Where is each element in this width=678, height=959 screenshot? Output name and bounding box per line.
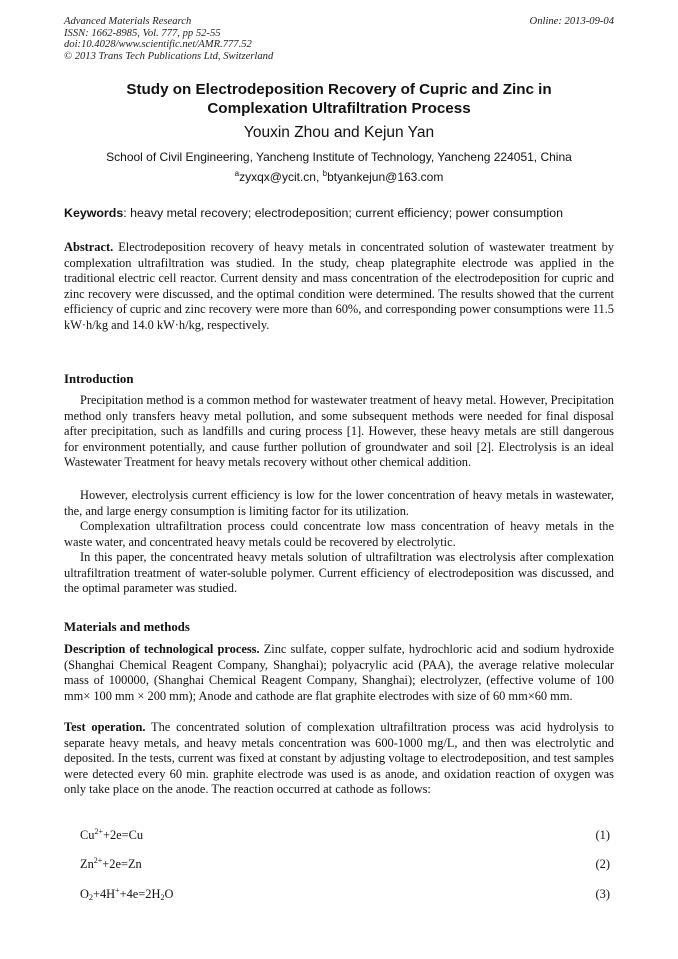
issn-line: ISSN: 1662-8985, Vol. 777, pp 52-55: [64, 27, 221, 39]
doi-line: doi:10.4028/www.scientific.net/AMR.777.52: [64, 39, 252, 51]
intro-paragraph-2: However, electrolysis current efficiency is low for the lower concentration of heavy metals in wastewater, the, and large energy consumption is limiting factor for its utilization.: [64, 488, 614, 518]
eq3-part: +4H: [92, 887, 116, 901]
online-date: Online: 2013-09-04: [529, 16, 614, 27]
eq1-part: Cu: [80, 828, 95, 842]
description-text: Zinc sulfate, copper sulfate, hydrochloric acid and sodium hydroxide (Shanghai Chemical Reagent Company, Shanghai); polyacrylic acid (PAA), the average relative molecular mass of 100000, (Shanghai Chemical Reagent Company, Shanghai); electrolyzer, (effective volume of 100 mm× 100 mm × 200 mm); Anode and cathode are flat graphite electrodes with size of 60 mm×60 mm.: [64, 642, 614, 703]
email-b: btyankejun@163.com: [327, 170, 444, 184]
keywords: [64, 206, 614, 220]
abstract-text: Electrodeposition recovery of heavy metals in concentrated solution of wastewater treatment by complexation ultrafiltration was studied. In the study, cheap plategraphite electrode was applied in the traditional electric cell reactor. Current density and mass concentration of the electrodeposition for cupric and zinc recovery were discussed, and the optimal condition were determined. The results showed that the current efficiency of cupric and zinc recovery were more than 60%, and corresponding power consumptions were 11.5 kW·h/kg and 14.0 kW·h/kg, respectively.: [64, 240, 614, 332]
intro-paragraph-1: Precipitation method is a common method for wastewater treatment of heavy metal. However, Precipitation method only transfers heavy metal pollution, and some subsequent methods were needed for final disposal after precipitation, such as landfills and curing process [1]. However, these heavy metals are still dangerous for environment potentially, and cause further pollution of groundwater and soil [2]. Electrolysis is an ideal Wastewater Treatment for heavy metals recovery without other chemical addition.: [64, 393, 614, 470]
description-label: Description of technological process.: [64, 642, 260, 656]
abstract: [64, 240, 614, 334]
email-mark-a: a: [234, 169, 240, 178]
eq3-part: O: [164, 887, 174, 901]
authors: Youxin Zhou and Kejun Yan: [243, 124, 435, 141]
eq2-sup: 2+: [93, 856, 103, 865]
title-line-2: Complexation Ultrafiltration Process: [207, 99, 471, 117]
eq3-part: +4e=2H: [119, 887, 161, 901]
keywords-label: Keywords: [64, 206, 124, 220]
eq2-part: Zn: [80, 857, 94, 871]
title-line-1: Study on Electrodeposition Recovery of Cupric and Zinc in: [126, 81, 552, 98]
equation-1-number: (1): [595, 828, 610, 842]
abstract-label: Abstract.: [64, 240, 114, 254]
methods-heading: Materials and methods: [64, 620, 190, 634]
email-mark-b: b: [322, 169, 328, 178]
eq1-sup: 2+: [94, 827, 103, 836]
methods-description: [64, 642, 614, 704]
eq2-part: +2e=Zn: [102, 857, 142, 871]
email-a: zyxqx@ycit.cn,: [239, 170, 323, 184]
equation-2-number: (2): [595, 857, 610, 871]
journal-name: Advanced Materials Research: [64, 16, 192, 27]
copyright-line: © 2013 Trans Tech Publications Ltd, Switzerland: [64, 50, 274, 62]
equation-2: [80, 857, 142, 872]
equation-3: [80, 887, 173, 902]
intro-paragraph-4: In this paper, the concentrated heavy metals solution of ultrafiltration was electrolysis after complexation ultrafiltration treatment of water-soluble polymer. Current efficiency of electrodeposition was discussed, and the optimal parameter was studied.: [64, 550, 614, 596]
test-operation: [64, 720, 614, 798]
eq3-sup: +: [115, 886, 120, 895]
affiliation: School of Civil Engineering, Yancheng Institute of Technology, Yancheng 224051, China: [106, 150, 572, 164]
equation-1: [80, 828, 143, 843]
eq3-part: O: [80, 887, 89, 901]
eq3-sub: 2: [88, 893, 93, 902]
running-header: [64, 16, 273, 62]
eq3-sub: 2: [160, 893, 165, 902]
eq1-part: +2e=Cu: [102, 828, 144, 842]
test-operation-label: Test operation.: [64, 720, 146, 734]
author-emails: [64, 170, 614, 184]
intro-paragraph-3: Complexation ultrafiltration process could concentrate low mass concentration of heavy metals in the waste water, and concentrated heavy metals could be recovered by electrolytic.: [64, 519, 614, 549]
paper-title: [64, 81, 614, 118]
keywords-text: : heavy metal recovery; electrodeposition; current efficiency; power consumption: [123, 206, 564, 220]
equation-3-number: (3): [595, 887, 610, 901]
introduction-heading: Introduction: [64, 372, 134, 386]
test-operation-text: The concentrated solution of complexation ultrafiltration process was acid hydrolysis to separate heavy metals, and heavy metals concentration was 600-1000 mg/L, and then was electrolytic and deposited. In the tests, current was fixed at constant by adjusting voltage to electrodeposition, and test samples were detected every 60 min. graphite electrode was used is as anode, and oxidation reaction of oxygen was only take place on the anode. The reaction occurred at cathode as follows:: [64, 720, 614, 797]
